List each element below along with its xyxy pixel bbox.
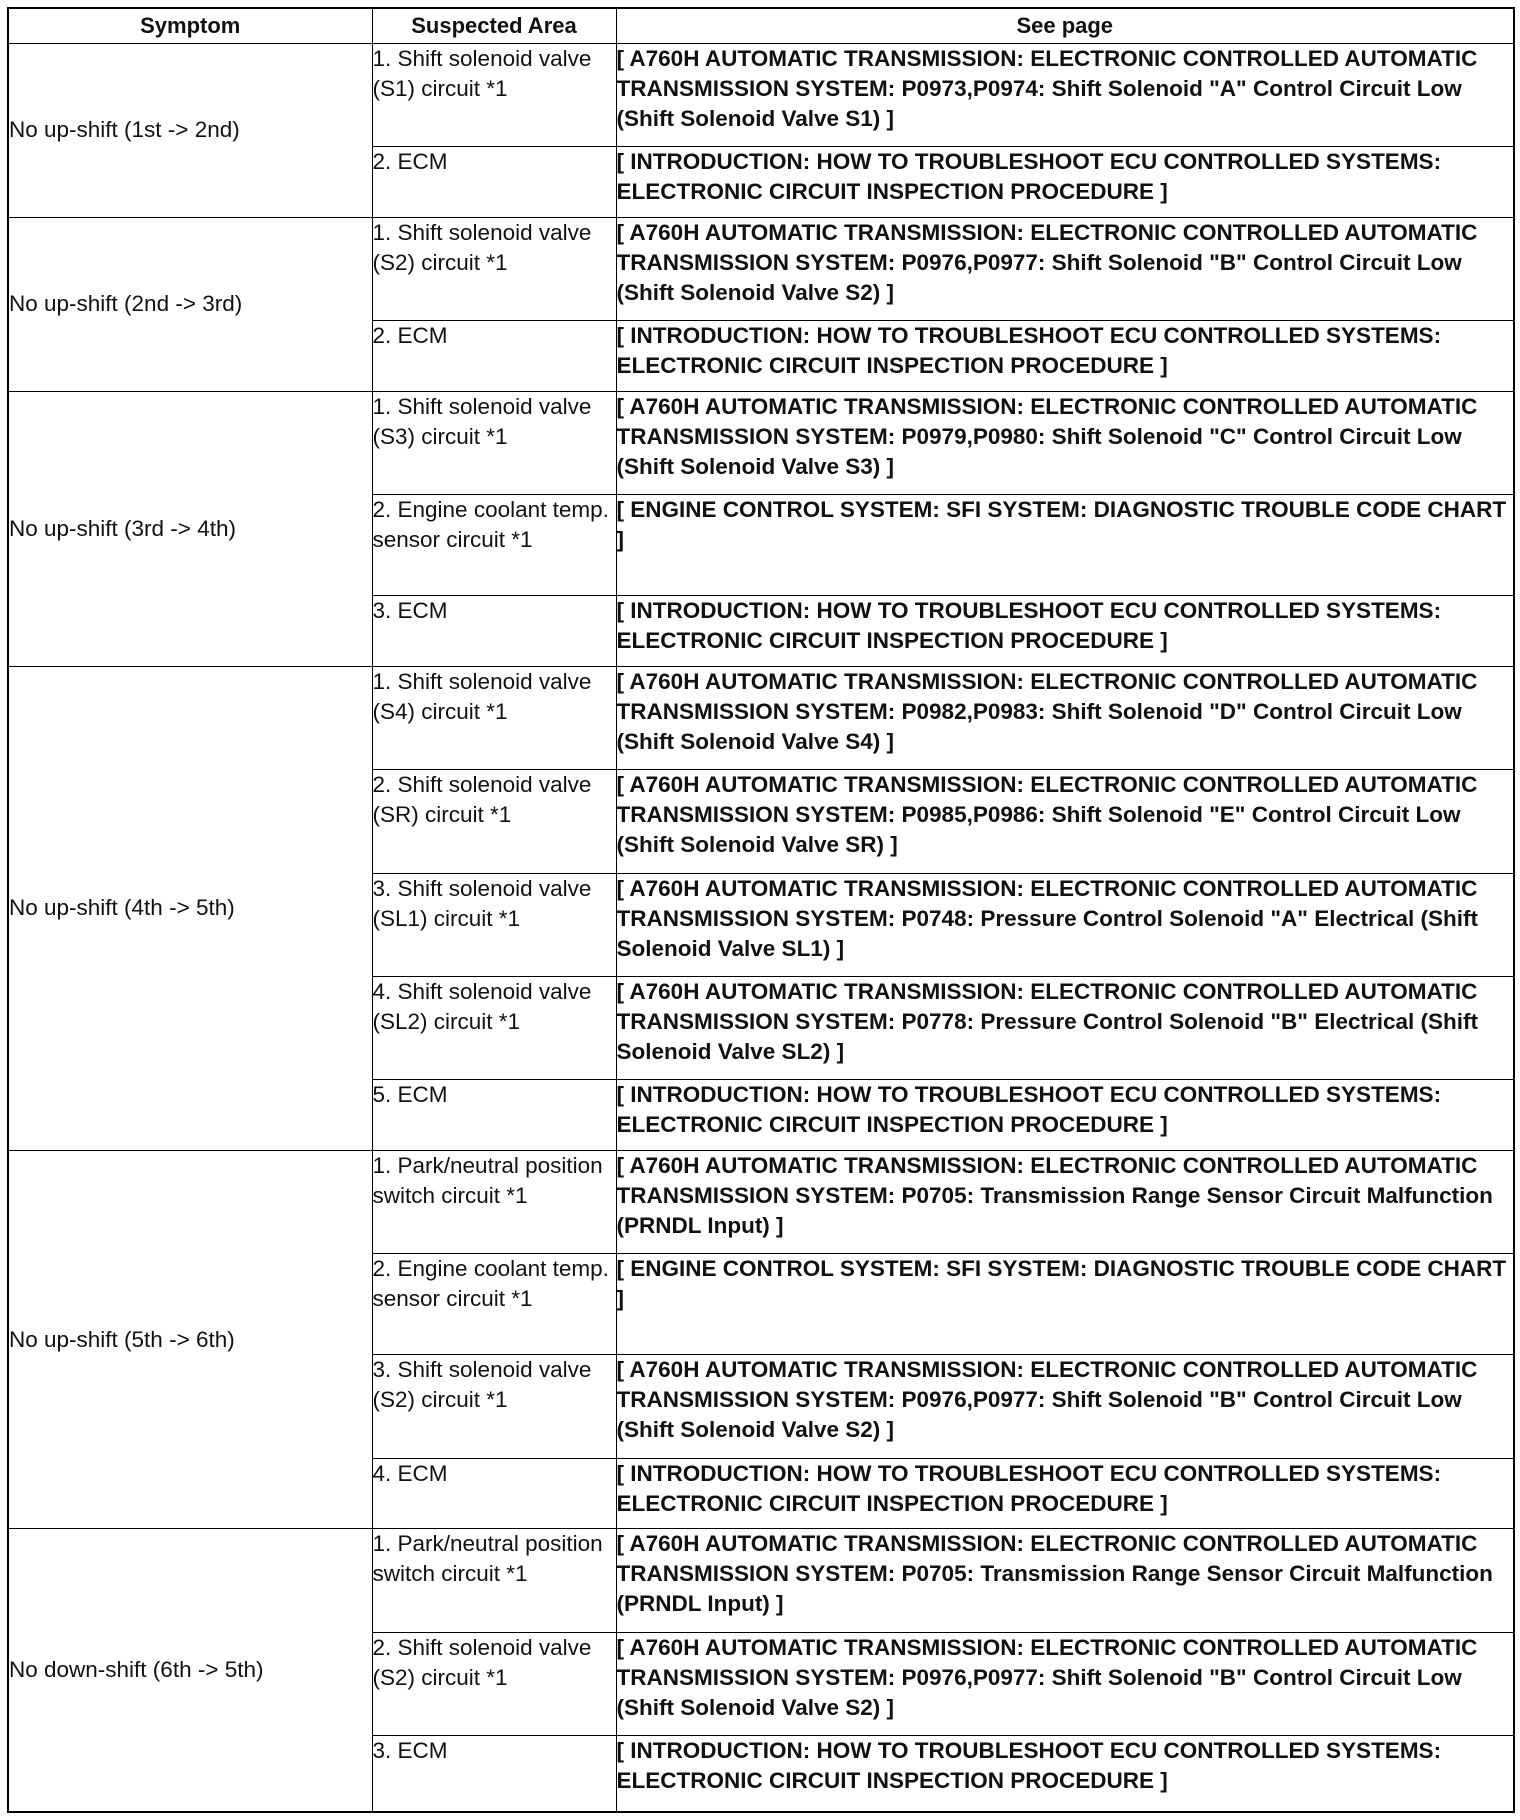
suspected-area-cell: 1. Park/neutral position switch circuit *1 xyxy=(372,1529,616,1632)
see-page-reference[interactable]: [ A760H AUTOMATIC TRANSMISSION: ELECTRONIC CONTROLLED AUTOMATIC TRANSMISSION SYSTEM: P0976,P0977: Shift Solenoid "B" Control Circuit Low (Shift Solenoid Valve S2) ] xyxy=(616,217,1514,320)
see-page-reference[interactable]: [ INTRODUCTION: HOW TO TROUBLESHOOT ECU CONTROLLED SYSTEMS: ELECTRONIC CIRCUIT INSPECTION PROCEDURE ] xyxy=(616,596,1514,666)
suspected-area-cell: 3. ECM xyxy=(372,596,616,666)
table-row xyxy=(8,217,1514,320)
symptom-cell: No up-shift (4th -> 5th) xyxy=(8,666,372,1150)
see-page-reference[interactable]: [ A760H AUTOMATIC TRANSMISSION: ELECTRONIC CONTROLLED AUTOMATIC TRANSMISSION SYSTEM: P0985,P0986: Shift Solenoid "E" Control Circuit Low (Shift Solenoid Valve SR) ] xyxy=(616,770,1514,873)
suspected-area-cell: 1. Park/neutral position switch circuit *1 xyxy=(372,1150,616,1253)
see-page-reference[interactable]: [ ENGINE CONTROL SYSTEM: SFI SYSTEM: DIAGNOSTIC TROUBLE CODE CHART ] xyxy=(616,1254,1514,1355)
table-row xyxy=(8,391,1514,494)
suspected-area-cell: 2. ECM xyxy=(372,147,616,217)
table-row xyxy=(8,1529,1514,1632)
see-page-reference[interactable]: [ INTRODUCTION: HOW TO TROUBLESHOOT ECU CONTROLLED SYSTEMS: ELECTRONIC CIRCUIT INSPECTION PROCEDURE ] xyxy=(616,1458,1514,1528)
suspected-area-cell: 3. ECM xyxy=(372,1736,616,1812)
table-row xyxy=(8,44,1514,147)
symptom-cell: No up-shift (3rd -> 4th) xyxy=(8,391,372,666)
see-page-reference[interactable]: [ A760H AUTOMATIC TRANSMISSION: ELECTRONIC CONTROLLED AUTOMATIC TRANSMISSION SYSTEM: P0705: Transmission Range Sensor Circuit Malfunction (PRNDL Input) ] xyxy=(616,1529,1514,1632)
header-row xyxy=(8,8,1514,44)
troubleshooting-table xyxy=(7,7,1515,1813)
see-page-reference[interactable]: [ INTRODUCTION: HOW TO TROUBLESHOOT ECU CONTROLLED SYSTEMS: ELECTRONIC CIRCUIT INSPECTION PROCEDURE ] xyxy=(616,321,1514,391)
header-see-page: See page xyxy=(616,8,1514,44)
see-page-reference[interactable]: [ A760H AUTOMATIC TRANSMISSION: ELECTRONIC CONTROLLED AUTOMATIC TRANSMISSION SYSTEM: P0982,P0983: Shift Solenoid "D" Control Circuit Low (Shift Solenoid Valve S4) ] xyxy=(616,666,1514,769)
see-page-reference[interactable]: [ A760H AUTOMATIC TRANSMISSION: ELECTRONIC CONTROLLED AUTOMATIC TRANSMISSION SYSTEM: P0973,P0974: Shift Solenoid "A" Control Circuit Low (Shift Solenoid Valve S1) ] xyxy=(616,44,1514,147)
symptom-cell: No up-shift (2nd -> 3rd) xyxy=(8,217,372,391)
suspected-area-cell: 2. Engine coolant temp. sensor circuit *1 xyxy=(372,1254,616,1355)
symptom-cell: No down-shift (6th -> 5th) xyxy=(8,1529,372,1812)
header-suspected-area: Suspected Area xyxy=(372,8,616,44)
see-page-reference[interactable]: [ A760H AUTOMATIC TRANSMISSION: ELECTRONIC CONTROLLED AUTOMATIC TRANSMISSION SYSTEM: P0976,P0977: Shift Solenoid "B" Control Circuit Low (Shift Solenoid Valve S2) ] xyxy=(616,1632,1514,1735)
see-page-reference[interactable]: [ ENGINE CONTROL SYSTEM: SFI SYSTEM: DIAGNOSTIC TROUBLE CODE CHART ] xyxy=(616,495,1514,596)
see-page-reference[interactable]: [ INTRODUCTION: HOW TO TROUBLESHOOT ECU CONTROLLED SYSTEMS: ELECTRONIC CIRCUIT INSPECTION PROCEDURE ] xyxy=(616,1080,1514,1150)
see-page-reference[interactable]: [ A760H AUTOMATIC TRANSMISSION: ELECTRONIC CONTROLLED AUTOMATIC TRANSMISSION SYSTEM: P0976,P0977: Shift Solenoid "B" Control Circuit Low (Shift Solenoid Valve S2) ] xyxy=(616,1355,1514,1458)
suspected-area-cell: 1. Shift solenoid valve (S1) circuit *1 xyxy=(372,44,616,147)
see-page-reference[interactable]: [ A760H AUTOMATIC TRANSMISSION: ELECTRONIC CONTROLLED AUTOMATIC TRANSMISSION SYSTEM: P0748: Pressure Control Solenoid "A" Electrical (Shift Solenoid Valve SL1) ] xyxy=(616,873,1514,976)
header-symptom: Symptom xyxy=(8,8,372,44)
suspected-area-cell: 5. ECM xyxy=(372,1080,616,1150)
suspected-area-cell: 2. Shift solenoid valve (S2) circuit *1 xyxy=(372,1632,616,1735)
see-page-reference[interactable]: [ A760H AUTOMATIC TRANSMISSION: ELECTRONIC CONTROLLED AUTOMATIC TRANSMISSION SYSTEM: P0705: Transmission Range Sensor Circuit Malfunction (PRNDL Input) ] xyxy=(616,1150,1514,1253)
symptom-cell: No up-shift (1st -> 2nd) xyxy=(8,44,372,218)
table-row xyxy=(8,1150,1514,1253)
suspected-area-cell: 1. Shift solenoid valve (S2) circuit *1 xyxy=(372,217,616,320)
suspected-area-cell: 2. Engine coolant temp. sensor circuit *1 xyxy=(372,495,616,596)
table-body xyxy=(8,44,1514,1813)
suspected-area-cell: 1. Shift solenoid valve (S4) circuit *1 xyxy=(372,666,616,769)
suspected-area-cell: 3. Shift solenoid valve (S2) circuit *1 xyxy=(372,1355,616,1458)
see-page-reference[interactable]: [ A760H AUTOMATIC TRANSMISSION: ELECTRONIC CONTROLLED AUTOMATIC TRANSMISSION SYSTEM: P0778: Pressure Control Solenoid "B" Electrical (Shift Solenoid Valve SL2) ] xyxy=(616,977,1514,1080)
suspected-area-cell: 4. Shift solenoid valve (SL2) circuit *1 xyxy=(372,977,616,1080)
suspected-area-cell: 2. ECM xyxy=(372,321,616,391)
suspected-area-cell: 3. Shift solenoid valve (SL1) circuit *1 xyxy=(372,873,616,976)
suspected-area-cell: 2. Shift solenoid valve (SR) circuit *1 xyxy=(372,770,616,873)
see-page-reference[interactable]: [ INTRODUCTION: HOW TO TROUBLESHOOT ECU CONTROLLED SYSTEMS: ELECTRONIC CIRCUIT INSPECTION PROCEDURE ] xyxy=(616,147,1514,217)
suspected-area-cell: 1. Shift solenoid valve (S3) circuit *1 xyxy=(372,391,616,494)
table-row xyxy=(8,666,1514,769)
symptom-cell: No up-shift (5th -> 6th) xyxy=(8,1150,372,1528)
suspected-area-cell: 4. ECM xyxy=(372,1458,616,1528)
see-page-reference[interactable]: [ INTRODUCTION: HOW TO TROUBLESHOOT ECU CONTROLLED SYSTEMS: ELECTRONIC CIRCUIT INSPECTION PROCEDURE ] xyxy=(616,1736,1514,1812)
see-page-reference[interactable]: [ A760H AUTOMATIC TRANSMISSION: ELECTRONIC CONTROLLED AUTOMATIC TRANSMISSION SYSTEM: P0979,P0980: Shift Solenoid "C" Control Circuit Low (Shift Solenoid Valve S3) ] xyxy=(616,391,1514,494)
